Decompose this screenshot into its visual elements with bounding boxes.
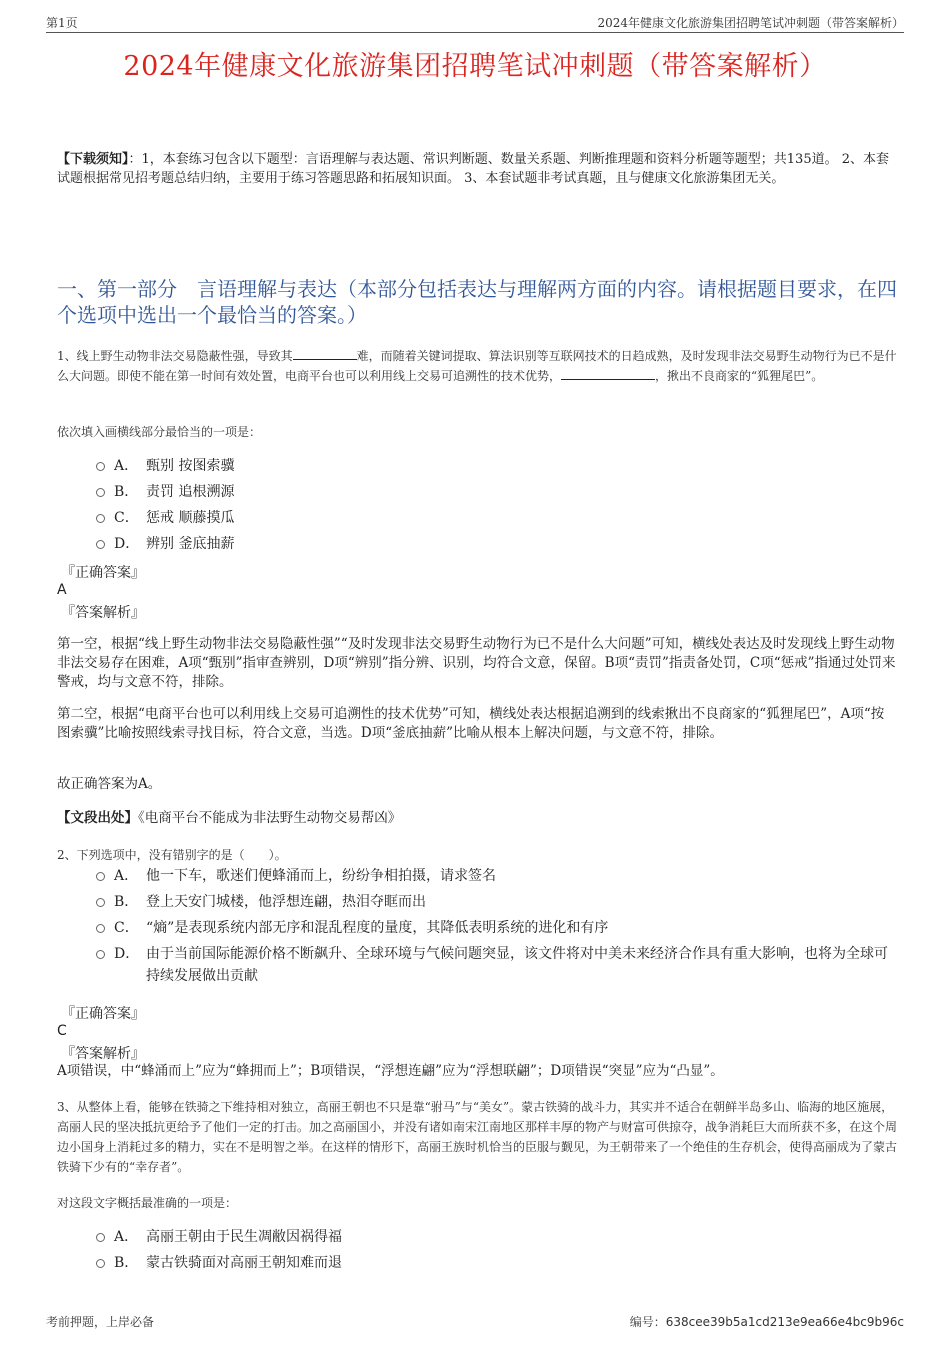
option-text: 责罚 追根溯源 xyxy=(146,484,235,500)
radio-icon[interactable] xyxy=(96,462,105,471)
radio-icon[interactable] xyxy=(96,488,105,497)
q1-correct-answer: A xyxy=(57,582,67,598)
q1-analysis-conclusion: 故正确答案为A。 xyxy=(57,776,162,792)
page-header xyxy=(46,12,904,33)
q1-correct-label: 『正确答案』 xyxy=(61,565,145,581)
option-text: 由于当前国际能源价格不断飙升、全球环境与气候问题突显，该文件将对中美未来经济合作具有重大影响，也将为全球可持续发展做出贡献 xyxy=(146,946,888,984)
footer-code-value: 638cee39b5a1cd213e9ea66e4bc9b96c xyxy=(665,1315,904,1329)
radio-icon[interactable] xyxy=(96,540,105,549)
radio-icon[interactable] xyxy=(96,514,105,523)
q1-source xyxy=(57,809,897,828)
radio-icon[interactable] xyxy=(96,924,105,933)
option-text: 辨别 釜底抽薪 xyxy=(146,536,235,552)
option-letter: A． xyxy=(114,1229,139,1245)
question-3-stem: 3、从整体上看，能够在铁骑之下维持相对独立，高丽王朝也不只是靠“驸马”与“美女”。蒙古铁骑的战斗力，其实并不适合在朝鲜半岛多山、临海的地区施展，高丽人民的坚决抵抗更给予了他们一定的打击。加之高丽国小，并没有诸如南宋江南地区那样丰厚的物产与财富可供掠夺，战争消耗巨大而所获不多，在这个周边小国身上消耗过多的精力，实在不是明智之举。在这样的情形下，高丽王族时机恰当的臣服与觐见，为王朝带来了一个绝佳的生存机会，使得高丽成为了蒙古铁骑下少有的“幸存者”。 xyxy=(57,1100,898,1174)
header-doc-title: 2024年健康文化旅游集团招聘笔试冲刺题（带答案解析） xyxy=(597,16,904,30)
notice-tag: 【下载须知】 xyxy=(57,152,129,167)
option-letter: A． xyxy=(114,868,139,884)
page-number: 第1页 xyxy=(46,16,78,30)
q2-correct-label: 『正确答案』 xyxy=(61,1006,145,1022)
q2-analysis-label: 『答案解析』 xyxy=(61,1046,145,1062)
q1-prompt: 依次填入画横线部分最恰当的一项是： xyxy=(57,425,262,439)
option-letter: B． xyxy=(114,1255,139,1271)
radio-icon[interactable] xyxy=(96,898,105,907)
q1-analysis-paragraph-1: 第一空，根据“线上野生动物非法交易隐蔽性强”“及时发现非法交易野生动物行为已不是什么大问题”可知，横线处表达及时发现线上野生动物非法交易存在困难，A项“甄别”指审查辨别，D项“辨别”指分辨、识别，均符合文意，保留。B项“责罚”指责备处罚，C项“惩戒”指通过处罚来警戒，均与文意不符，排除。 xyxy=(57,636,896,690)
source-title: 《电商平台不能成为非法野生动物交易帮凶》 xyxy=(138,810,402,826)
footer-code-label: 编号： xyxy=(629,1315,666,1329)
option-letter: C． xyxy=(114,510,139,526)
q1-stem-part-c: ，揪出不良商家的“狐狸尾巴”。 xyxy=(655,369,824,383)
option-text: 高丽王朝由于民生凋敝因祸得福 xyxy=(146,1229,342,1245)
option-letter: B． xyxy=(114,894,139,910)
section-heading: 一、第一部分 言语理解与表达（本部分包括表达与理解两方面的内容。请根据题目要求，在四个选项中选出一个最恰当的答案。） xyxy=(57,277,897,327)
q2-analysis: A项错误，中“蜂涌而上”应为“蜂拥而上”；B项错误，“浮想连翩”应为“浮想联翩”；D项错误“突显”应为“凸显”。 xyxy=(57,1063,724,1079)
option-text: 他一下车，歌迷们便蜂涌而上，纷纷争相拍摄，请求签名 xyxy=(146,868,496,884)
document-title: 2024年健康文化旅游集团招聘笔试冲刺题（带答案解析） xyxy=(123,51,827,82)
fill-blank-2 xyxy=(561,367,655,380)
question-2-stem: 2、下列选项中，没有错别字的是（ ）。 xyxy=(57,848,287,862)
q1-analysis-label: 『答案解析』 xyxy=(61,605,145,621)
option-letter: C． xyxy=(114,920,139,936)
q1-stem-part-b: 难，而随着关键词提取、算法识别等互联网技术的日趋成熟，及时发现非法交易野生动物行为已不是什么大问题。即使不能在第一时间有效处置，电商平台也可以利用线上交易可追溯性的技术优势， xyxy=(57,349,897,383)
radio-icon[interactable] xyxy=(96,950,105,959)
fill-blank-1 xyxy=(293,347,357,360)
option-letter: A． xyxy=(114,458,139,474)
option-letter: B． xyxy=(114,484,139,500)
q1-stem-part-a: 1、线上野生动物非法交易隐蔽性强，导致其 xyxy=(57,349,293,363)
option-text: 蒙古铁骑面对高丽王朝知难而退 xyxy=(146,1255,342,1271)
radio-icon[interactable] xyxy=(96,872,105,881)
option-letter: D． xyxy=(114,946,140,962)
option-text: 惩戒 顺藤摸瓜 xyxy=(146,510,235,526)
option-letter: D． xyxy=(114,536,140,552)
footer-code xyxy=(630,1313,904,1330)
source-tag: 【文段出处】 xyxy=(57,810,138,826)
q3-prompt: 对这段文字概括最准确的一项是： xyxy=(57,1196,238,1210)
notice-text: ：1，本套练习包含以下题型：言语理解与表达题、常识判断题、数量关系题、判断推理题和资料分析题等题型；共135道。 2、本套试题根据常见招考题总结归纳，主要用于练习答题思路和拓展知识面。 3、本套试题非考试真题，且与健康文化旅游集团无关。 xyxy=(57,152,890,186)
q1-analysis-paragraph-2: 第二空，根据“电商平台也可以利用线上交易可追溯性的技术优势”可知，横线处表达根据追溯到的线索揪出不良商家的“狐狸尾巴”，A项“按图索骥”比喻按照线索寻找目标，符合文意，当选。D项“釜底抽薪”比喻从根本上解决问题，与文意不符，排除。 xyxy=(57,706,885,741)
option-text: 甄别 按图索骥 xyxy=(146,458,235,474)
q2-correct-answer: C xyxy=(57,1023,67,1039)
option-text: “熵”是表现系统内部无序和混乱程度的量度，其降低表明系统的进化和有序 xyxy=(146,920,609,936)
download-notice xyxy=(57,150,897,188)
radio-icon[interactable] xyxy=(96,1233,105,1242)
question-1-stem xyxy=(57,346,897,386)
footer-slogan: 考前押题，上岸必备 xyxy=(46,1315,155,1329)
option-text: 登上天安门城楼，他浮想连翩，热泪夺眶而出 xyxy=(146,894,426,910)
radio-icon[interactable] xyxy=(96,1259,105,1268)
